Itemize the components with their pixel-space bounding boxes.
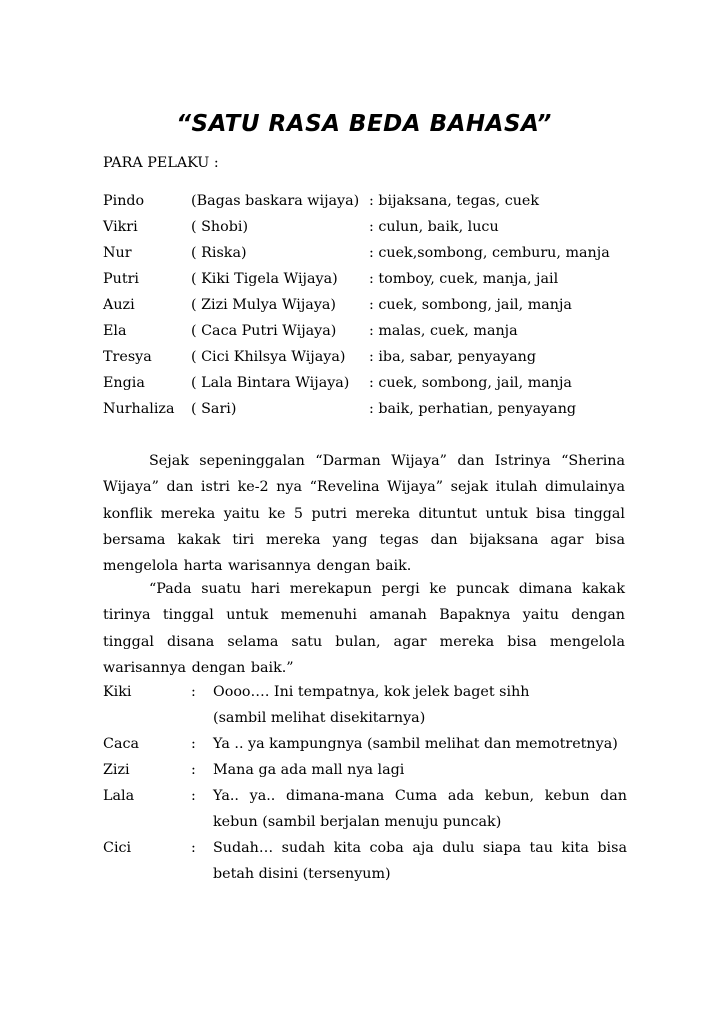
paragraph-text: Sejak sepeninggalan “Darman Wijaya” dan Istrinya “Sherina Wijaya” dan istri ke-2 nya “Revelina Wijaya” sejak itulah dimulainya konflik mereka yaitu ke 5 putri mereka dituntut untuk bisa tinggal bersama kakak tiri mereka yang tegas dan bijaksana agar bisa mengelola harta warisannya dengan baik. (103, 453, 625, 574)
dialogue-text (213, 679, 627, 731)
cast-name: Tresya (103, 349, 152, 365)
cast-row (103, 217, 633, 237)
cast-row (103, 269, 633, 289)
cast-actor: ( Shobi) (191, 219, 249, 235)
cast-name: Nur (103, 245, 132, 261)
cast-name: Auzi (103, 297, 135, 313)
dialogue-text: Ya.. ya.. dimana-mana Cuma ada kebun, kebun dan kebun (sambil berjalan menuju puncak) (213, 788, 627, 830)
cast-row (103, 191, 633, 211)
dialogue-text: Mana ga ada mall nya lagi (213, 762, 405, 778)
cast-traits: : cuek,sombong, cemburu, manja (369, 245, 610, 261)
cast-actor: ( Caca Putri Wijaya) (191, 323, 337, 339)
cast-name: Vikri (103, 219, 138, 235)
dialogue-speaker: Lala (103, 788, 135, 804)
cast-actor: ( Lala Bintara Wijaya) (191, 375, 350, 391)
cast-name: Engia (103, 375, 145, 391)
dialogue-colon: : (191, 788, 196, 804)
dialogue-text-line: Oooo…. Ini tempatnya, kok jelek baget sihh (213, 684, 530, 700)
dialogue-text: Ya .. ya kampungnya (sambil melihat dan memotretnya) (213, 736, 618, 752)
cast-traits: : culun, baik, lucu (369, 219, 499, 235)
paragraph-text: “Pada suatu hari merekapun pergi ke puncak dimana kakak tirinya tinggal untuk memenuhi amanah Bapaknya yaitu dengan tinggal disana selama satu bulan, agar mereka bisa mengelola warisannya dengan baik.” (103, 581, 625, 676)
cast-row (103, 373, 633, 393)
cast-traits: : tomboy, cuek, manja, jail (369, 271, 559, 287)
narration-paragraph (103, 448, 625, 579)
cast-traits: : baik, perhatian, penyayang (369, 401, 577, 417)
dialogue-speaker: Kiki (103, 684, 132, 700)
cast-actor: ( Riska) (191, 245, 247, 261)
document-title: “SATU RASA BEDA BAHASA” (176, 111, 552, 137)
dialogue-colon: : (191, 762, 196, 778)
cast-actor: (Bagas baskara wijaya) (191, 193, 360, 209)
cast-traits: : malas, cuek, manja (369, 323, 518, 339)
cast-traits: : cuek, sombong, jail, manja (369, 297, 572, 313)
dialogue-text: Sudah… sudah kita coba aja dulu siapa tau kita bisa betah disini (tersenyum) (213, 840, 627, 882)
dialogue-speaker: Zizi (103, 762, 130, 778)
cast-row (103, 347, 633, 367)
cast-row (103, 243, 633, 263)
cast-actor: ( Zizi Mulya Wijaya) (191, 297, 336, 313)
cast-traits: : iba, sabar, penyayang (369, 349, 536, 365)
cast-actor: ( Cici Khilsya Wijaya) (191, 349, 346, 365)
cast-actor: ( Kiki Tigela Wijaya) (191, 271, 338, 287)
cast-name: Nurhaliza (103, 401, 175, 417)
dialogue-speaker: Cici (103, 840, 132, 856)
cast-name: Ela (103, 323, 127, 339)
cast-row (103, 321, 633, 341)
cast-name: Putri (103, 271, 139, 287)
cast-traits: : cuek, sombong, jail, manja (369, 375, 572, 391)
dialogue-text-line: (sambil melihat disekitarnya) (213, 710, 426, 726)
cast-heading: PARA PELAKU : (103, 155, 219, 171)
cast-actor: ( Sari) (191, 401, 237, 417)
dialogue-speaker: Caca (103, 736, 139, 752)
narration-paragraph (103, 576, 625, 681)
dialogue-colon: : (191, 736, 196, 752)
dialogue-colon: : (191, 840, 196, 856)
dialogue-colon: : (191, 684, 196, 700)
cast-traits: : bijaksana, tegas, cuek (369, 193, 540, 209)
cast-name: Pindo (103, 193, 145, 209)
cast-row (103, 399, 633, 419)
cast-row (103, 295, 633, 315)
